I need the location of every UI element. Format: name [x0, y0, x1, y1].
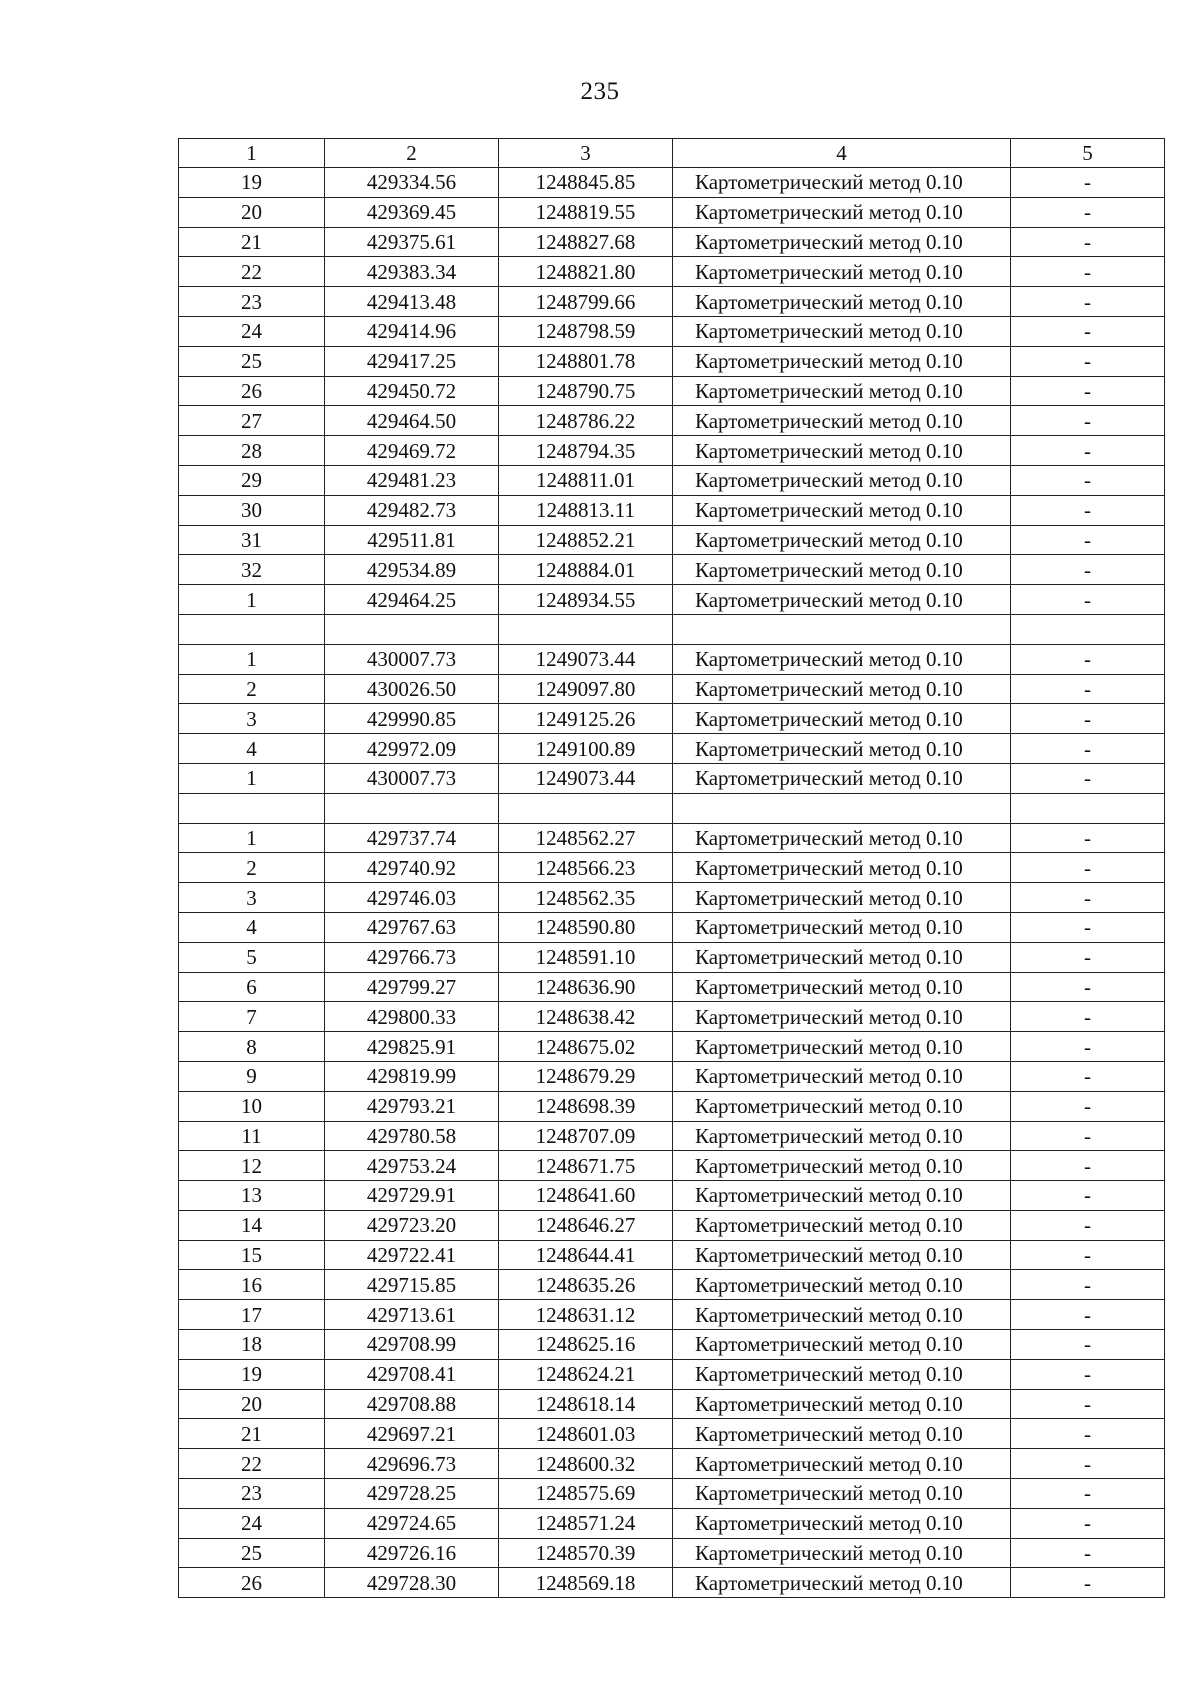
cell-notes: - — [1011, 1032, 1165, 1062]
cell-point-number: 21 — [179, 227, 325, 257]
cell-y: 1248591.10 — [499, 942, 673, 972]
cell-method: Картометрический метод 0.10 — [673, 912, 1011, 942]
table-row — [179, 1508, 1165, 1538]
cell-notes: - — [1011, 1061, 1165, 1091]
table-row — [179, 1091, 1165, 1121]
cell-point-number: 25 — [179, 1538, 325, 1568]
cell-notes: - — [1011, 1300, 1165, 1330]
cell-x: 429713.61 — [325, 1300, 499, 1330]
cell-y: 1248646.27 — [499, 1210, 673, 1240]
cell-notes: - — [1011, 853, 1165, 883]
cell-y: 1248638.42 — [499, 1002, 673, 1032]
table-row — [179, 972, 1165, 1002]
table-row — [179, 1419, 1165, 1449]
table-row — [179, 734, 1165, 764]
cell-point-number: 23 — [179, 1479, 325, 1509]
cell-notes: - — [1011, 465, 1165, 495]
cell-point-number: 13 — [179, 1181, 325, 1211]
cell-point-number: 21 — [179, 1419, 325, 1449]
cell-x — [325, 793, 499, 823]
cell-notes: - — [1011, 1508, 1165, 1538]
cell-method: Картометрический метод 0.10 — [673, 1121, 1011, 1151]
table-row — [179, 1330, 1165, 1360]
cell-method: Картометрический метод 0.10 — [673, 1181, 1011, 1211]
cell-notes: - — [1011, 168, 1165, 198]
cell-notes: - — [1011, 1210, 1165, 1240]
cell-x: 429728.25 — [325, 1479, 499, 1509]
cell-method: Картометрический метод 0.10 — [673, 495, 1011, 525]
cell-point-number: 6 — [179, 972, 325, 1002]
cell-point-number: 3 — [179, 883, 325, 913]
table-row — [179, 1181, 1165, 1211]
table-row — [179, 1538, 1165, 1568]
cell-notes: - — [1011, 704, 1165, 734]
cell-method: Картометрический метод 0.10 — [673, 1568, 1011, 1598]
cell-point-number: 18 — [179, 1330, 325, 1360]
cell-point-number: 7 — [179, 1002, 325, 1032]
cell-x: 429972.09 — [325, 734, 499, 764]
cell-x: 429413.48 — [325, 287, 499, 317]
cell-method — [673, 614, 1011, 644]
table-row — [179, 585, 1165, 615]
cell-x: 429534.89 — [325, 555, 499, 585]
cell-method: Картометрический метод 0.10 — [673, 376, 1011, 406]
cell-x: 429450.72 — [325, 376, 499, 406]
cell-point-number: 16 — [179, 1270, 325, 1300]
cell-method: Картометрический метод 0.10 — [673, 1419, 1011, 1449]
table-row — [179, 793, 1165, 823]
cell-notes: - — [1011, 942, 1165, 972]
cell-method: Картометрический метод 0.10 — [673, 1210, 1011, 1240]
cell-point-number: 4 — [179, 912, 325, 942]
cell-x: 429819.99 — [325, 1061, 499, 1091]
cell-y: 1249097.80 — [499, 674, 673, 704]
cell-x: 429414.96 — [325, 316, 499, 346]
cell-point-number: 20 — [179, 197, 325, 227]
cell-x: 429767.63 — [325, 912, 499, 942]
cell-notes: - — [1011, 763, 1165, 793]
header-cell-point-number: 1 — [179, 139, 325, 168]
cell-method: Картометрический метод 0.10 — [673, 1389, 1011, 1419]
cell-x: 429740.92 — [325, 853, 499, 883]
table-row — [179, 644, 1165, 674]
table-row — [179, 1449, 1165, 1479]
cell-y: 1248571.24 — [499, 1508, 673, 1538]
cell-x: 429724.65 — [325, 1508, 499, 1538]
cell-x: 429481.23 — [325, 465, 499, 495]
cell-notes: - — [1011, 912, 1165, 942]
table-header — [179, 139, 1165, 168]
cell-point-number: 5 — [179, 942, 325, 972]
cell-point-number: 31 — [179, 525, 325, 555]
table-row — [179, 942, 1165, 972]
cell-method: Картометрический метод 0.10 — [673, 346, 1011, 376]
cell-y: 1248799.66 — [499, 287, 673, 317]
cell-y: 1248707.09 — [499, 1121, 673, 1151]
cell-x: 429793.21 — [325, 1091, 499, 1121]
table-row — [179, 257, 1165, 287]
cell-notes: - — [1011, 406, 1165, 436]
cell-method: Картометрический метод 0.10 — [673, 1330, 1011, 1360]
table-row — [179, 1300, 1165, 1330]
cell-x: 429708.99 — [325, 1330, 499, 1360]
cell-y — [499, 793, 673, 823]
cell-y: 1248671.75 — [499, 1151, 673, 1181]
table-row — [179, 823, 1165, 853]
cell-y: 1248934.55 — [499, 585, 673, 615]
cell-x: 429746.03 — [325, 883, 499, 913]
cell-point-number: 11 — [179, 1121, 325, 1151]
cell-point-number: 28 — [179, 436, 325, 466]
cell-x: 429715.85 — [325, 1270, 499, 1300]
cell-method: Картометрический метод 0.10 — [673, 1479, 1011, 1509]
cell-method: Картометрический метод 0.10 — [673, 1061, 1011, 1091]
table-row — [179, 1151, 1165, 1181]
cell-point-number: 17 — [179, 1300, 325, 1330]
cell-method: Картометрический метод 0.10 — [673, 942, 1011, 972]
cell-x: 430007.73 — [325, 763, 499, 793]
cell-y: 1248601.03 — [499, 1419, 673, 1449]
cell-y: 1248575.69 — [499, 1479, 673, 1509]
cell-y: 1248570.39 — [499, 1538, 673, 1568]
cell-y: 1248845.85 — [499, 168, 673, 198]
cell-x: 429729.91 — [325, 1181, 499, 1211]
coordinates-table — [178, 138, 1165, 1598]
cell-y: 1249125.26 — [499, 704, 673, 734]
cell-x: 429369.45 — [325, 197, 499, 227]
cell-point-number: 12 — [179, 1151, 325, 1181]
table-row — [179, 227, 1165, 257]
cell-y: 1248618.14 — [499, 1389, 673, 1419]
cell-notes: - — [1011, 495, 1165, 525]
cell-method: Картометрический метод 0.10 — [673, 555, 1011, 585]
cell-x: 429375.61 — [325, 227, 499, 257]
cell-notes — [1011, 793, 1165, 823]
cell-x: 429469.72 — [325, 436, 499, 466]
table-row — [179, 1240, 1165, 1270]
table-row — [179, 287, 1165, 317]
cell-point-number: 22 — [179, 257, 325, 287]
cell-y: 1248852.21 — [499, 525, 673, 555]
cell-point-number: 15 — [179, 1240, 325, 1270]
cell-y: 1249073.44 — [499, 644, 673, 674]
cell-x: 429753.24 — [325, 1151, 499, 1181]
table-row — [179, 1359, 1165, 1389]
cell-method: Картометрический метод 0.10 — [673, 1538, 1011, 1568]
header-cell-notes: 5 — [1011, 139, 1165, 168]
cell-notes: - — [1011, 1091, 1165, 1121]
cell-x: 429334.56 — [325, 168, 499, 198]
cell-notes: - — [1011, 1270, 1165, 1300]
cell-method: Картометрический метод 0.10 — [673, 763, 1011, 793]
table-row — [179, 763, 1165, 793]
table-row — [179, 1568, 1165, 1598]
cell-notes: - — [1011, 346, 1165, 376]
cell-y: 1248635.26 — [499, 1270, 673, 1300]
cell-x: 429464.50 — [325, 406, 499, 436]
cell-y: 1248631.12 — [499, 1300, 673, 1330]
cell-point-number: 27 — [179, 406, 325, 436]
cell-y: 1248679.29 — [499, 1061, 673, 1091]
cell-notes: - — [1011, 823, 1165, 853]
cell-method: Картометрический метод 0.10 — [673, 644, 1011, 674]
cell-method: Картометрический метод 0.10 — [673, 1270, 1011, 1300]
cell-method: Картометрический метод 0.10 — [673, 853, 1011, 883]
cell-y: 1248562.27 — [499, 823, 673, 853]
cell-notes: - — [1011, 316, 1165, 346]
cell-notes: - — [1011, 1359, 1165, 1389]
cell-x: 429417.25 — [325, 346, 499, 376]
cell-point-number: 1 — [179, 823, 325, 853]
cell-notes: - — [1011, 585, 1165, 615]
cell-method: Картометрический метод 0.10 — [673, 883, 1011, 913]
cell-y: 1248675.02 — [499, 1032, 673, 1062]
cell-method: Картометрический метод 0.10 — [673, 406, 1011, 436]
cell-method: Картометрический метод 0.10 — [673, 734, 1011, 764]
cell-y: 1248566.23 — [499, 853, 673, 883]
cell-y — [499, 614, 673, 644]
cell-method: Картометрический метод 0.10 — [673, 168, 1011, 198]
cell-point-number: 2 — [179, 853, 325, 883]
cell-method: Картометрический метод 0.10 — [673, 465, 1011, 495]
cell-x: 430026.50 — [325, 674, 499, 704]
cell-method: Картометрический метод 0.10 — [673, 525, 1011, 555]
cell-x: 429383.34 — [325, 257, 499, 287]
cell-point-number: 32 — [179, 555, 325, 585]
cell-method: Картометрический метод 0.10 — [673, 1091, 1011, 1121]
cell-x: 429737.74 — [325, 823, 499, 853]
cell-point-number: 2 — [179, 674, 325, 704]
cell-point-number — [179, 614, 325, 644]
table-row — [179, 525, 1165, 555]
table-row — [179, 376, 1165, 406]
cell-notes: - — [1011, 287, 1165, 317]
cell-point-number: 1 — [179, 644, 325, 674]
table-row — [179, 1270, 1165, 1300]
cell-notes: - — [1011, 197, 1165, 227]
cell-point-number: 19 — [179, 1359, 325, 1389]
table-row — [179, 555, 1165, 585]
cell-notes — [1011, 614, 1165, 644]
cell-y: 1248790.75 — [499, 376, 673, 406]
header-cell-method: 4 — [673, 139, 1011, 168]
cell-point-number: 19 — [179, 168, 325, 198]
cell-y: 1249073.44 — [499, 763, 673, 793]
cell-y: 1248801.78 — [499, 346, 673, 376]
cell-notes: - — [1011, 1002, 1165, 1032]
cell-method: Картометрический метод 0.10 — [673, 1032, 1011, 1062]
cell-method: Картометрический метод 0.10 — [673, 316, 1011, 346]
table-row — [179, 614, 1165, 644]
table-row — [179, 316, 1165, 346]
cell-y: 1248821.80 — [499, 257, 673, 287]
cell-point-number: 22 — [179, 1449, 325, 1479]
cell-method: Картометрический метод 0.10 — [673, 1240, 1011, 1270]
cell-notes: - — [1011, 644, 1165, 674]
cell-method: Картометрический метод 0.10 — [673, 287, 1011, 317]
cell-y: 1248884.01 — [499, 555, 673, 585]
table-row — [179, 465, 1165, 495]
cell-y: 1248569.18 — [499, 1568, 673, 1598]
table-row — [179, 1479, 1165, 1509]
cell-y: 1248811.01 — [499, 465, 673, 495]
cell-point-number: 1 — [179, 763, 325, 793]
cell-point-number: 23 — [179, 287, 325, 317]
cell-notes: - — [1011, 525, 1165, 555]
cell-point-number: 10 — [179, 1091, 325, 1121]
cell-x: 429726.16 — [325, 1538, 499, 1568]
cell-notes: - — [1011, 227, 1165, 257]
cell-x: 429728.30 — [325, 1568, 499, 1598]
cell-point-number: 1 — [179, 585, 325, 615]
cell-point-number: 24 — [179, 316, 325, 346]
table-row — [179, 1002, 1165, 1032]
cell-point-number: 8 — [179, 1032, 325, 1062]
cell-y: 1248794.35 — [499, 436, 673, 466]
cell-point-number: 25 — [179, 346, 325, 376]
cell-x: 429723.20 — [325, 1210, 499, 1240]
header-row — [179, 139, 1165, 168]
cell-method — [673, 793, 1011, 823]
cell-x — [325, 614, 499, 644]
table-row — [179, 1121, 1165, 1151]
cell-y: 1248698.39 — [499, 1091, 673, 1121]
table-row — [179, 197, 1165, 227]
cell-point-number — [179, 793, 325, 823]
cell-notes: - — [1011, 1240, 1165, 1270]
cell-method: Картометрический метод 0.10 — [673, 585, 1011, 615]
cell-notes: - — [1011, 257, 1165, 287]
cell-notes: - — [1011, 1479, 1165, 1509]
cell-method: Картометрический метод 0.10 — [673, 436, 1011, 466]
cell-y: 1248644.41 — [499, 1240, 673, 1270]
table-body — [179, 168, 1165, 1598]
cell-x: 429990.85 — [325, 704, 499, 734]
cell-point-number: 26 — [179, 1568, 325, 1598]
cell-y: 1248636.90 — [499, 972, 673, 1002]
cell-y: 1248590.80 — [499, 912, 673, 942]
table-row — [179, 1389, 1165, 1419]
cell-notes: - — [1011, 376, 1165, 406]
cell-x: 429722.41 — [325, 1240, 499, 1270]
cell-method: Картометрический метод 0.10 — [673, 1300, 1011, 1330]
cell-y: 1248625.16 — [499, 1330, 673, 1360]
cell-x: 429482.73 — [325, 495, 499, 525]
table-row — [179, 853, 1165, 883]
cell-method: Картометрический метод 0.10 — [673, 823, 1011, 853]
cell-notes: - — [1011, 1568, 1165, 1598]
cell-method: Картометрический метод 0.10 — [673, 1151, 1011, 1181]
cell-point-number: 3 — [179, 704, 325, 734]
cell-notes: - — [1011, 1181, 1165, 1211]
cell-notes: - — [1011, 436, 1165, 466]
cell-method: Картометрический метод 0.10 — [673, 674, 1011, 704]
cell-y: 1248562.35 — [499, 883, 673, 913]
cell-x: 429780.58 — [325, 1121, 499, 1151]
cell-y: 1248624.21 — [499, 1359, 673, 1389]
cell-notes: - — [1011, 972, 1165, 1002]
cell-x: 429800.33 — [325, 1002, 499, 1032]
cell-x: 429511.81 — [325, 525, 499, 555]
table-row — [179, 883, 1165, 913]
cell-y: 1248827.68 — [499, 227, 673, 257]
table-row — [179, 495, 1165, 525]
cell-method: Картометрический метод 0.10 — [673, 1002, 1011, 1032]
cell-x: 429766.73 — [325, 942, 499, 972]
cell-method: Картометрический метод 0.10 — [673, 257, 1011, 287]
cell-point-number: 14 — [179, 1210, 325, 1240]
cell-notes: - — [1011, 1121, 1165, 1151]
cell-y: 1248798.59 — [499, 316, 673, 346]
table-row — [179, 436, 1165, 466]
cell-x: 429708.41 — [325, 1359, 499, 1389]
cell-x: 429799.27 — [325, 972, 499, 1002]
table-row — [179, 168, 1165, 198]
cell-x: 429708.88 — [325, 1389, 499, 1419]
cell-notes: - — [1011, 674, 1165, 704]
cell-notes: - — [1011, 734, 1165, 764]
cell-notes: - — [1011, 1330, 1165, 1360]
cell-y: 1248819.55 — [499, 197, 673, 227]
cell-point-number: 4 — [179, 734, 325, 764]
cell-y: 1249100.89 — [499, 734, 673, 764]
cell-notes: - — [1011, 1151, 1165, 1181]
page-number: 235 — [580, 78, 620, 105]
table-row — [179, 704, 1165, 734]
cell-notes: - — [1011, 1538, 1165, 1568]
cell-x: 430007.73 — [325, 644, 499, 674]
header-cell-x: 2 — [325, 139, 499, 168]
cell-x: 429825.91 — [325, 1032, 499, 1062]
cell-point-number: 24 — [179, 1508, 325, 1538]
cell-y: 1248600.32 — [499, 1449, 673, 1479]
cell-method: Картометрический метод 0.10 — [673, 197, 1011, 227]
cell-method: Картометрический метод 0.10 — [673, 1508, 1011, 1538]
cell-x: 429464.25 — [325, 585, 499, 615]
table-row — [179, 674, 1165, 704]
cell-point-number: 30 — [179, 495, 325, 525]
cell-notes: - — [1011, 883, 1165, 913]
table-row — [179, 406, 1165, 436]
cell-point-number: 9 — [179, 1061, 325, 1091]
cell-method: Картометрический метод 0.10 — [673, 972, 1011, 1002]
table-row — [179, 346, 1165, 376]
cell-method: Картометрический метод 0.10 — [673, 227, 1011, 257]
cell-method: Картометрический метод 0.10 — [673, 1449, 1011, 1479]
cell-notes: - — [1011, 555, 1165, 585]
header-cell-y: 3 — [499, 139, 673, 168]
table-row — [179, 1061, 1165, 1091]
cell-x: 429696.73 — [325, 1449, 499, 1479]
cell-notes: - — [1011, 1449, 1165, 1479]
cell-point-number: 26 — [179, 376, 325, 406]
cell-x: 429697.21 — [325, 1419, 499, 1449]
cell-notes: - — [1011, 1389, 1165, 1419]
cell-notes: - — [1011, 1419, 1165, 1449]
table-row — [179, 912, 1165, 942]
cell-y: 1248813.11 — [499, 495, 673, 525]
cell-point-number: 20 — [179, 1389, 325, 1419]
cell-y: 1248786.22 — [499, 406, 673, 436]
table-row — [179, 1210, 1165, 1240]
cell-point-number: 29 — [179, 465, 325, 495]
table-row — [179, 1032, 1165, 1062]
cell-y: 1248641.60 — [499, 1181, 673, 1211]
cell-method: Картометрический метод 0.10 — [673, 704, 1011, 734]
cell-method: Картометрический метод 0.10 — [673, 1359, 1011, 1389]
